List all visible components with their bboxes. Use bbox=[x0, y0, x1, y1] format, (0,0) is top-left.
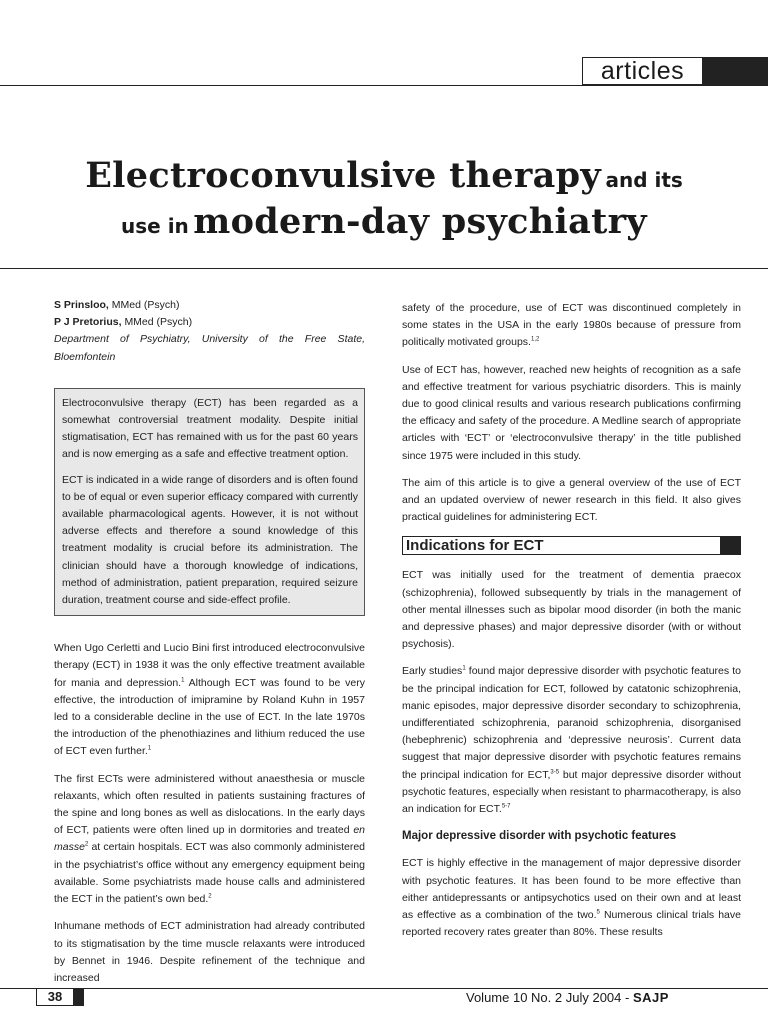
citation: 2 bbox=[84, 841, 89, 848]
author-affiliation: Department of Psychiatry, University of the Free State, Bloemfontein bbox=[54, 333, 365, 363]
article-title-line-1 bbox=[0, 155, 768, 196]
author-name: P J Pretorius, bbox=[54, 316, 122, 329]
citation: 5 bbox=[596, 909, 600, 916]
subsection-heading: Major depressive disorder with psychotic features bbox=[402, 830, 677, 843]
section-heading-block bbox=[721, 536, 741, 555]
body-paragraph: The first ECTs were administered without anaesthesia or muscle relaxants, which often resulted in patients sustaining fractures of the spine and long bones as well as dislocations. In the early days of ECT, patients were often lined up in dormitories and treated en masse$^2$ at certain hospitals. ECT was also commonly administered in the psychiatrist’s office without any emergency equipment being available. Some psychiatrists made house calls and administered the ECT in the patient’s own bed.$^2$ bbox=[54, 772, 365, 906]
citation: 1 bbox=[147, 745, 152, 752]
author-line bbox=[54, 314, 365, 331]
citation: 3-5 bbox=[550, 769, 560, 776]
body-paragraph: ECT is highly effective in the management of major depressive disorder with psychotic features. It has been found to be more effective than either antidepressants or antipsychotics used on their own and at least as effective as a combination of the two.$^5$ Numerous clinical trials have reported recovery rates greater than 80%. These results bbox=[402, 857, 741, 939]
section-heading bbox=[402, 536, 741, 555]
footer-rule bbox=[0, 988, 768, 989]
journal-name: SAJP bbox=[632, 990, 669, 1005]
page-number: 38 bbox=[36, 989, 74, 1006]
author-line bbox=[54, 297, 365, 314]
right-column bbox=[402, 300, 741, 952]
section-tab-block bbox=[702, 57, 768, 85]
title-part-main: Electroconvulsive therapy bbox=[85, 155, 601, 196]
abstract-box bbox=[54, 388, 365, 616]
section-heading-label: Indications for ECT bbox=[402, 536, 721, 555]
body-paragraph: The aim of this article is to give a general overview of the use of ECT and an updated overview of newer research in this field. It also gives practical guidelines for administering ECT. bbox=[402, 476, 741, 524]
abstract-paragraph: ECT is indicated in a wide range of disorders and is often found to be of equal or even superior efficacy compared with currently available pharmacological agents. However, it is not without adverse effects and therefore a sound knowledge of this treatment modality is crucial before its administration. The clinician should have a thorough knowledge of indications, method of administration, patient preparation, required seizure duration, treatment course and side-effect profile. bbox=[62, 473, 358, 607]
body-paragraph: safety of the procedure, use of ECT was discontinued completely in some states in the USA in the early 1980s because of pressure from politically motivated groups.$^{1,2}$ bbox=[402, 302, 741, 349]
body-paragraph: Use of ECT has, however, reached new heights of recognition as a safe and effective treatment for various psychiatric disorders. This is mainly due to good clinical results and various research publications confirming the efficacy and safety of the procedure. A Medline search of appropriate articles with ‘ECT’ or ‘electroconvulsive therapy’ in the title published since 1975 were included in this study. bbox=[402, 363, 741, 462]
article-title-line-2 bbox=[0, 201, 768, 242]
volume-info: Volume 10 No. 2 July 2004 - bbox=[466, 990, 630, 1005]
citation: 1,2 bbox=[530, 336, 540, 343]
author-degree: MMed (Psych) bbox=[124, 316, 193, 329]
abstract-paragraph: Electroconvulsive therapy (ECT) has been regarded as a somewhat controversial treatment modality. Despite initial stigmatisation, ECT has remained with us for the past 60 years and is now emerging as a safe and effective treatment option. bbox=[62, 396, 358, 461]
title-part-connector-2: use in bbox=[121, 214, 189, 238]
body-paragraph: Inhumane methods of ECT administration had already contributed to its stigmatisation by the time muscle relaxants were introduced by Bennet in 1946. Despite refinement of the technique and increased bbox=[54, 920, 365, 984]
title-part-connector: and its bbox=[605, 168, 683, 192]
body-paragraph: ECT was initially used for the treatment of dementia praecox (schizophrenia), followed subsequently by trials in the management of other mental illnesses such as bipolar mood disorder (in both the manic and depressive phases) and major depressive disorder (with or without psychosis). bbox=[402, 569, 741, 651]
page-number-block bbox=[74, 989, 84, 1006]
citation: 1 bbox=[462, 665, 466, 672]
left-column bbox=[54, 297, 365, 997]
title-part-main-2: modern-day psychiatry bbox=[193, 201, 647, 242]
citation: 5-7 bbox=[501, 803, 511, 810]
citation: 1 bbox=[181, 677, 185, 684]
section-tab: articles bbox=[582, 57, 702, 85]
journal-info bbox=[466, 990, 669, 1005]
header-rule bbox=[0, 85, 768, 86]
citation: 2 bbox=[208, 893, 212, 900]
author-name: S Prinsloo, bbox=[54, 299, 109, 311]
author-degree: MMed (Psych) bbox=[111, 299, 180, 311]
title-rule bbox=[0, 268, 768, 269]
body-paragraph: When Ugo Cerletti and Lucio Bini first introduced electroconvulsive therapy (ECT) in 1938 it was the only effective treatment available for mania and depression.$^1$ Although ECT was found to be very effective, the introduction of imipramine by Roland Kuhn in 1957 led to a considerable decline in the use of ECT. In the late 1970s the introduction of the phenothiazines and lithium reduced the use of ECT even further.$^1$ bbox=[54, 642, 366, 758]
body-paragraph: Early studies$^1$ found major depressive disorder with psychotic features to be the principal indication for ECT, followed by catatonic schizophrenia, manic episodes, major depressive disorder secondary to schizophrenia, undifferentiated schizophrenia, paranoid schizophrenia, disorganised (hebephrenic) schizophrenia and ‘depressive neurosis’. Current data suggest that major depressive disorder with psychotic features remains the principal indication for ECT,$^{3-5}$ but major depressive disorder without psychotic features, especially when resistant to pharmacotherapy, is also an indication for ECT.$^{5-7}$ bbox=[402, 665, 741, 816]
